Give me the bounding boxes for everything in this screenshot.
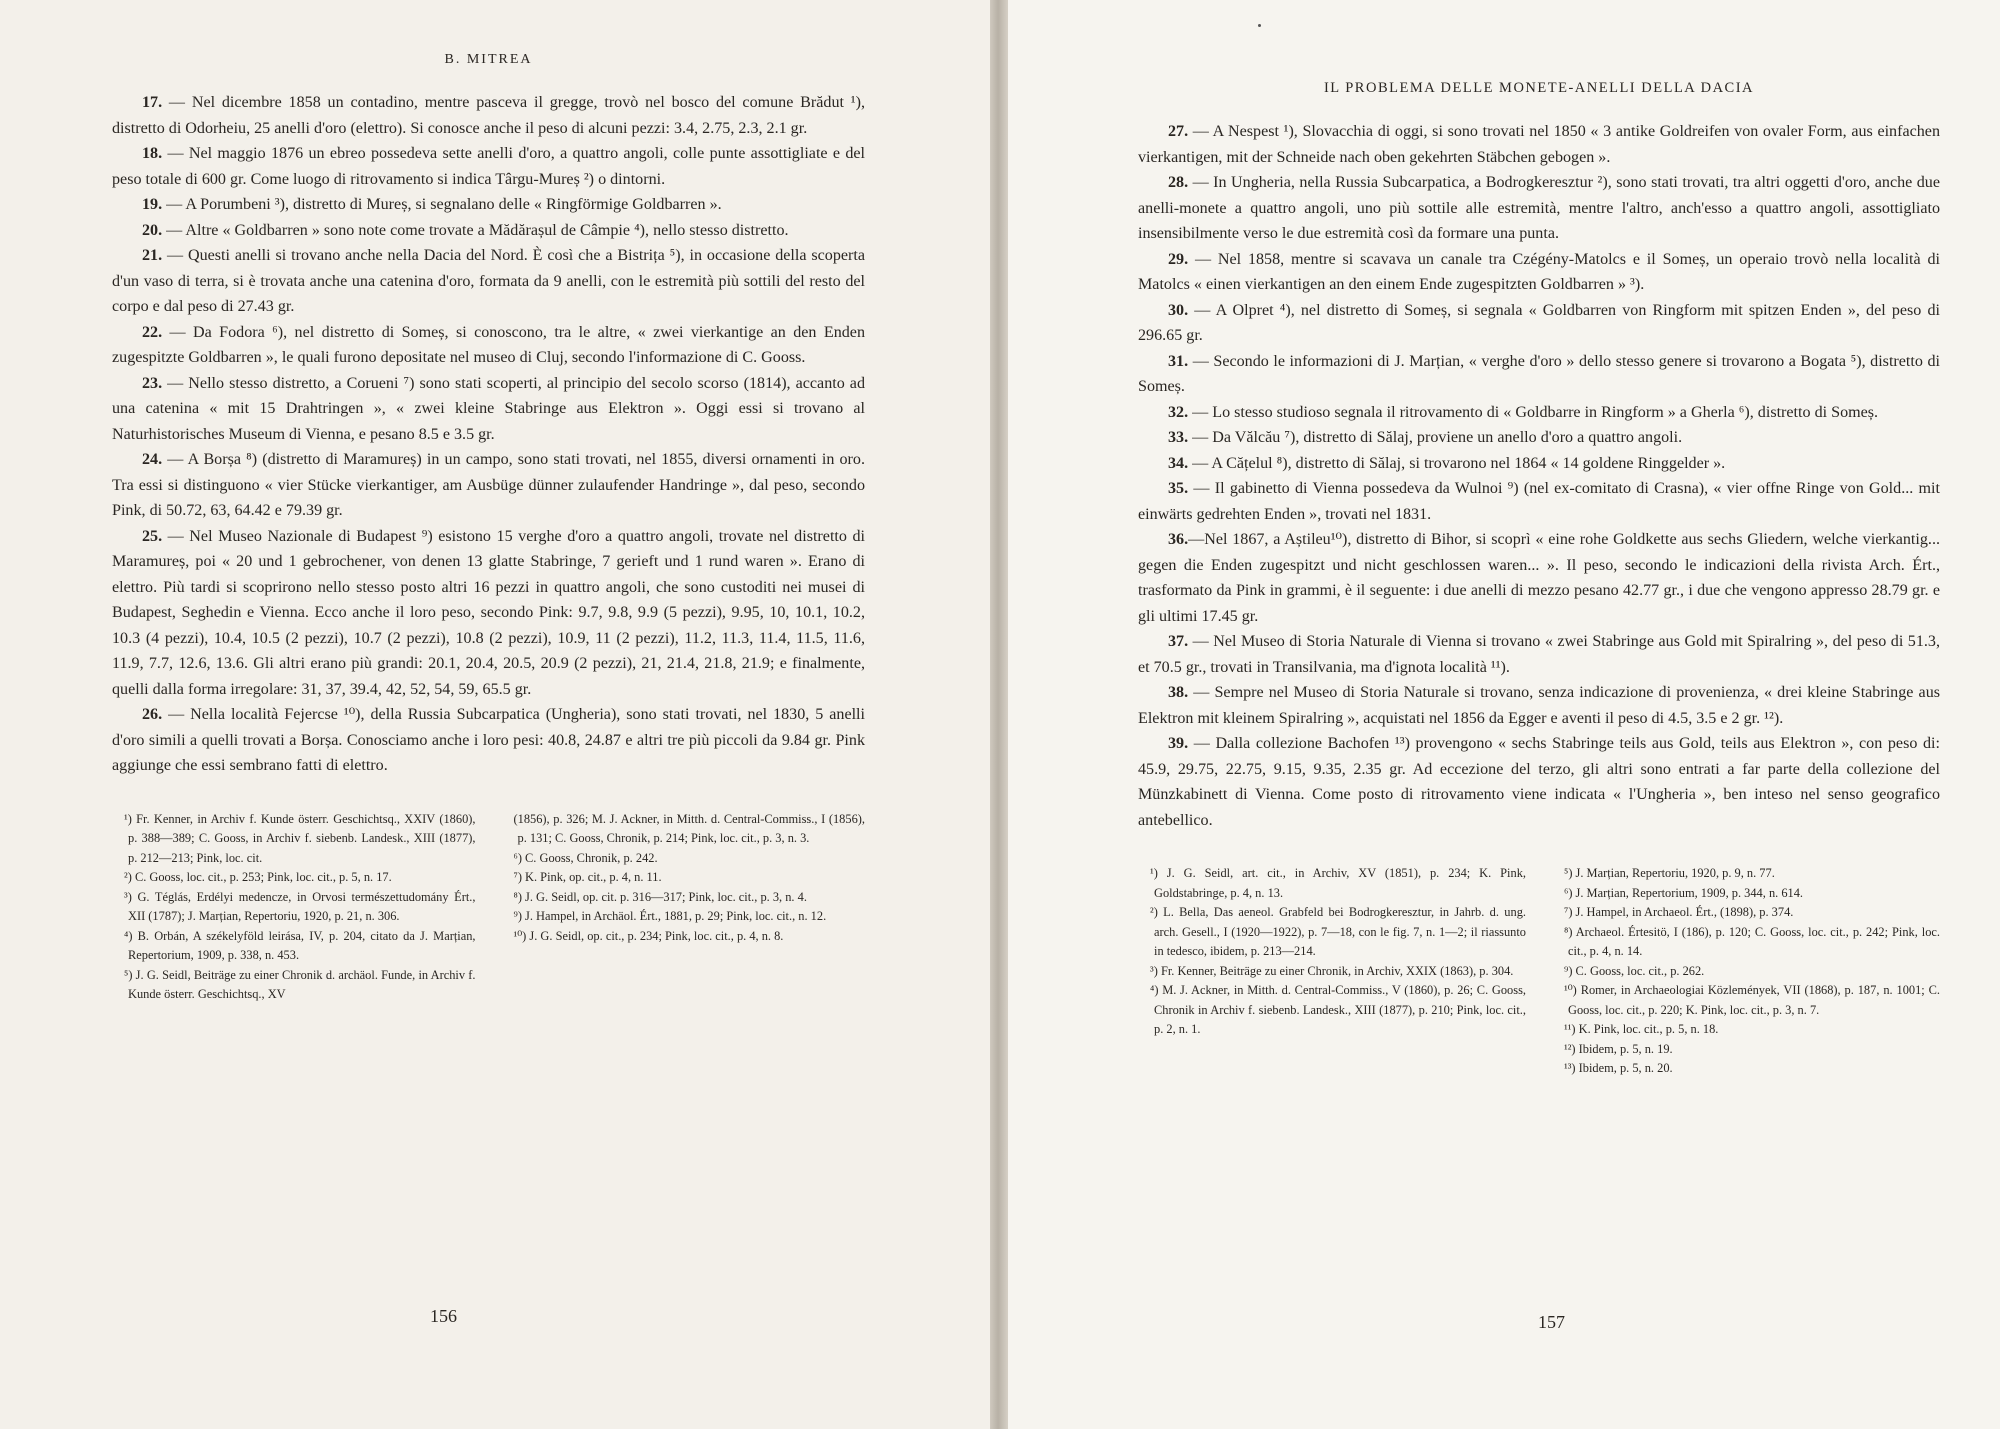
running-head: B. MITREA — [444, 52, 533, 67]
footnote: ¹²) Ibidem, p. 5, n. 19. — [1564, 1041, 1673, 1056]
paragraph-text: — Il gabinetto di Vienna possedeva da Wulnoi ⁹) (nel ex-comitato di Crasna), « vier offne Ringe von Gold... mit einwärts gedrehten Enden », trovati nel 1831. — [1138, 480, 1940, 523]
footnote: ⁹) J. Hampel, in Archäol. Ért., 1881, p. 29; Pink, loc. cit., n. 12. — [513, 909, 827, 923]
paragraph-text: — Altre « Goldbarren » sono note come trovate a Mădărașul de Câmpie ⁴), nello stesso distretto. — [162, 221, 789, 239]
paragraph-text: — Nel maggio 1876 un ebreo possedeva sette anelli d'oro, a quattro angoli, colle punte assottigliate e del peso totale di 600 gr. Come luogo di ritrovamento si indica Târgu-Mureș ²) o dintorni. — [112, 145, 865, 188]
footnote: ¹) Fr. Kenner, in Archiv f. Kunde österr. Geschichtsq., XXIV (1860), p. 388—389; C. Gooss, in Archiv f. siebenb. Landesk., XIII (1877), p. 212—213; Pink, loc. cit. — [124, 811, 476, 865]
paragraph-number: 28. — [1168, 174, 1189, 191]
body-paragraph — [112, 90, 865, 141]
ink-speck — [1258, 24, 1261, 27]
paragraph-number: 32. — [1168, 403, 1189, 421]
footnote: ⁹) C. Gooss, loc. cit., p. 262. — [1564, 963, 1705, 978]
paragraph-number: 36. — [1168, 531, 1189, 548]
body-paragraph — [1138, 680, 1940, 731]
body-paragraph — [112, 243, 865, 320]
footnote: ²) L. Bella, Das aeneol. Grabfeld bei Bodrogkeresztur, in Jahrb. d. ung. arch. Gesell., I (1920—1922), p. 7—18, con le fig. 7, n. 1—2; il riassunto in tedesco, ibidem, p. 213—214. — [1150, 905, 1526, 958]
paragraph-text: — Nel Museo Nazionale di Budapest ⁹) esistono 15 verghe d'oro a quattro angoli, trovate nel distretto di Maramureș, poi « 20 und 1 gebrochener, von denen 13 glatte Stabringe, 7 gerieft und 1 rund waren ». Erano di elettro. Più tardi si scoprirono nello stesso posto altri 16 pezzi in quattro angoli, che sono custoditi nei musei di Budapest, Seghedin e Vienna. Ecco anche il loro peso, secondo Pink: 9.7, 9.8, 9.9 (5 pezzi), 9.95, 10, 10.1, 10.2, 10.3 (4 pezzi), 10.4, 10.5 (2 pezzi), 10.7 (2 pezzi), 10.8 (2 pezzi), 10.9, 11 (2 pezzi), 11.2, 11.3, 11.4, 11.5, 11.6, 11.9, 7.7, 12.6, 13.6. Gli altri erano più grandi: 20.1, 20.4, 20.5, 20.9 (2 pezzi), 21, 21.4, 21.8, 21.9; e finalmente, quelli dalla forma irregolare: 31, 37, 39.4, 42, 52, 54, 59, 65.5 gr. — [112, 527, 865, 698]
footnote: ⁵) J. Marțian, Repertoriu, 1920, p. 9, n. 77. — [1564, 866, 1775, 880]
footnote: ⁶) C. Gooss, Chronik, p. 242. — [513, 850, 658, 865]
body-paragraph — [1138, 527, 1940, 629]
body-paragraph — [1138, 629, 1940, 680]
page-number: 156 — [430, 1306, 457, 1326]
paragraph-number: 17. — [142, 94, 163, 111]
body-paragraph — [112, 702, 865, 779]
paragraph-number: 30. — [1168, 301, 1189, 319]
right-page — [1008, 0, 2000, 1429]
body-paragraph — [1138, 731, 1940, 833]
footnote: ³) G. Téglás, Erdélyi medencze, in Orvosi természettudomány Ért., XII (1787); J. Marțian, Repertoriu, 1920, p. 21, n. 306. — [124, 889, 476, 923]
footnote: ⁶) J. Marțian, Repertorium, 1909, p. 344, n. 614. — [1564, 885, 1804, 900]
footnote: ⁴) M. J. Ackner, in Mitth. d. Central-Commiss., V (1860), p. 26; C. Gooss, Chronik in Archiv f. siebenb. Landesk., XIII (1877), p. 210; Pink, loc. cit., p. 2, n. 1. — [1150, 983, 1526, 1036]
paragraph-number: 22. — [142, 323, 163, 341]
body-paragraph — [112, 141, 865, 192]
paragraph-number: 39. — [1168, 735, 1189, 752]
left-page — [0, 0, 990, 1429]
footnote: ²) C. Gooss, loc. cit., p. 253; Pink, loc. cit., p. 5, n. 17. — [124, 870, 392, 884]
body-text — [1138, 119, 1940, 833]
footnote: ¹⁰) J. G. Seidl, op. cit., p. 234; Pink, loc. cit., p. 4, n. 8. — [513, 928, 784, 943]
book-gutter — [990, 0, 1008, 1429]
body-paragraph — [1138, 349, 1940, 400]
footnote: ⁷) J. Hampel, in Archaeol. Ért., (1898), p. 374. — [1564, 905, 1794, 919]
paragraph-number: 29. — [1168, 250, 1189, 268]
paragraph-number: 35. — [1168, 480, 1189, 497]
paragraph-text: — In Ungheria, nella Russia Subcarpatica, a Bodrogkeresztur ²), sono stati trovati, tra altri oggetti d'oro, anche due anelli-monete a quattro angoli, uno più sottile alle estremità, mentre l'altro, anch'esso a quattro angoli, assottigliato insensibilmente verso le due estremità così da formare una punta. — [1138, 174, 1940, 242]
body-paragraph — [112, 218, 865, 244]
paragraph-text: — Nel 1858, mentre si scavava un canale tra Czégény-Matolcs e il Someș, un operaio trovò nella località di Matolcs « einen vierkantigen an den einem Ende zugespitzten Goldbarren » ³). — [1138, 250, 1940, 293]
body-paragraph — [1138, 247, 1940, 298]
paragraph-text: — Nel Museo di Storia Naturale di Vienna si trovano « zwei Stabringe aus Gold mit Spiralring », del peso di 51.3, et 70.5 gr., trovati in Transilvania, ma d'ignota località ¹¹). — [1138, 633, 1940, 676]
paragraph-text: — A Olpret ⁴), nel distretto di Someș, si segnala « Goldbarren von Ringform mit spitzen Enden », del peso di 296.65 gr. — [1138, 301, 1940, 344]
body-paragraph — [1138, 425, 1940, 451]
page-number: 157 — [1538, 1312, 1565, 1332]
paragraph-number: 23. — [142, 374, 163, 392]
body-paragraph — [112, 192, 865, 218]
footnote: ⁸) J. G. Seidl, op. cit. p. 316—317; Pink, loc. cit., p. 3, n. 4. — [513, 889, 807, 904]
body-paragraph — [112, 320, 865, 371]
body-text — [112, 90, 865, 779]
footnote-column — [1552, 864, 1940, 1079]
paragraph-text: — Da Fodora ⁶), nel distretto di Someș, si conoscono, tra le altre, « zwei vierkantige an den Enden zugespitzte Goldbarren », le quali furono depositate nel museo di Cluj, secondo l'informazione di C. Gooss. — [112, 323, 865, 366]
paragraph-text: — Dalla collezione Bachofen ¹³) provengono « sechs Stabringe teils aus Gold, teils aus Elektron », con peso di: 45.9, 29.75, 22.75, 9.15, 9.35, 2.35 gr. Ad eccezione del terzo, gli altri sono entrati a far parte della collezione del Münzkabinett di Vienna. Come posto di ritrovamento viene indicata « l'Ungheria », ben inteso nel senso geografico antebellico. — [1138, 735, 1940, 829]
paragraph-text: —Nel 1867, a Aștileu¹⁰), distretto di Bihor, si scoprì « eine rohe Goldkette aus sechs Gliedern, welche vierkantig... gegen die Enden zugespitzt und nicht geschlossen waren... ». Il peso, secondo le indicazioni della rivista Arch. Ért., trasformato da Pink in grammi, è il seguente: i due anelli di mezzo pesano 42.77 gr., i due che vengono appresso 28.79 gr. e gli ultimi 17.45 gr. — [1138, 531, 1940, 625]
paragraph-text: — Sempre nel Museo di Storia Naturale si trovano, senza indicazione di provenienza, « drei kleine Stabringe aus Elektron mit kleinem Spiralring », acquistati nel 1856 da Egger e aventi il peso di 4.5, 3.5 e 2 gr. ¹²). — [1138, 684, 1940, 727]
footnote-column — [1138, 864, 1526, 1079]
body-paragraph — [1138, 476, 1940, 527]
paragraph-text: — Nello stesso distretto, a Corueni ⁷) sono stati scoperti, al principio del secolo scorso (1814), accanto ad una catenina « mit 15 Drahtringen », « zwei kleine Stabringe aus Elektron ». Oggi essi si trovano al Naturhistorisches Museum di Vienna, e pesano 8.5 e 3.5 gr. — [112, 374, 865, 443]
paragraph-text: — A Nespest ¹), Slovacchia di oggi, si sono trovati nel 1850 « 3 antike Goldreifen von ovaler Form, aus einfachen vierkantigen, mit der Schneide nach oben gekehrten Stäbchen gebogen ». — [1138, 123, 1940, 166]
footnote: ¹⁰) Romer, in Archaeologiai Közlemények, VII (1868), p. 187, n. 1001; C. Gooss, loc. cit., p. 220; K. Pink, loc. cit., p. 3, n. 7. — [1564, 983, 1940, 1017]
paragraph-text: — A Porumbeni ³), distretto di Mureș, si segnalano delle « Ringförmige Goldbarren ». — [162, 196, 722, 213]
paragraph-text: — Lo stesso studioso segnala il ritrovamento di « Goldbarre in Ringform » a Gherla ⁶), distretto di Someș. — [1188, 403, 1879, 421]
paragraph-number: 21. — [142, 247, 163, 264]
footnote: ⁸) Archaeol. Értesitö, I (186), p. 120; C. Gooss, loc. cit., p. 242; Pink, loc. cit., p. 4, n. 14. — [1564, 924, 1940, 958]
paragraph-number: 33. — [1168, 429, 1189, 446]
paragraph-number: 19. — [142, 196, 163, 213]
footnote-column — [112, 810, 476, 1005]
body-paragraph — [1138, 298, 1940, 349]
footnote: (1856), p. 326; M. J. Ackner, in Mitth. d. Central-Commiss., I (1856), p. 131; C. Gooss, Chronik, p. 214; Pink, loc. cit., p. 3, n. 3. — [513, 811, 865, 845]
body-paragraph — [1138, 400, 1940, 426]
paragraph-number: 37. — [1168, 633, 1189, 650]
paragraph-number: 18. — [142, 145, 163, 162]
paragraph-number: 38. — [1168, 684, 1189, 701]
paragraph-text: — Secondo le informazioni di J. Marțian, « verghe d'oro » dello stesso genere si trovarono a Bogata ⁵), distretto di Someș. — [1138, 352, 1940, 395]
paragraph-text: — Da Vălcău ⁷), distretto di Sălaj, proviene un anello d'oro a quattro angoli. — [1188, 429, 1683, 446]
paragraph-number: 25. — [142, 527, 163, 545]
paragraph-text: — Nella località Fejercse ¹⁰), della Russia Subcarpatica (Ungheria), sono stati trovati, nel 1830, 5 anelli d'oro simili a quelli trovati a Borșa. Conosciamo anche i loro pesi: 40.8, 24.87 e altri tre più piccoli da 9.84 gr. Pink aggiunge che essi sembrano fatti di elettro. — [112, 706, 865, 774]
footnote: ⁴) B. Orbán, A székelyföld leirása, IV, p. 204, citato da J. Marțian, Repertorium, 1909, p. 338, n. 453. — [124, 928, 476, 962]
footnote-column — [502, 810, 866, 1005]
footnotes — [1138, 864, 1940, 1079]
body-paragraph — [112, 524, 865, 703]
body-paragraph — [1138, 119, 1940, 170]
paragraph-text: — A Cățelul ⁸), distretto di Sălaj, si trovarono nel 1864 « 14 goldene Ringgelder ». — [1188, 454, 1726, 472]
body-paragraph — [1138, 170, 1940, 247]
paragraph-number: 24. — [142, 451, 163, 468]
footnote-divider — [1138, 853, 1940, 854]
footnotes — [112, 810, 865, 1005]
paragraph-text: — A Borșa ⁸) (distretto di Maramureș) in un campo, sono stati trovati, nel 1855, diversi ornamenti in oro. Tra essi si distinguono « vier Stücke vierkantiger, am Ausbüge dünner zulaufender Handringe », dal peso, secondo Pink, di 50.72, 63, 64.42 e 79.39 gr. — [112, 451, 865, 519]
paragraph-number: 34. — [1168, 454, 1189, 472]
paragraph-number: 27. — [1168, 123, 1189, 140]
paragraph-number: 31. — [1168, 352, 1189, 370]
running-head: IL PROBLEMA DELLE MONETE-ANELLI DELLA DACIA — [1323, 80, 1755, 96]
paragraph-number: 26. — [142, 706, 163, 723]
footnote: ⁵) J. G. Seidl, Beiträge zu einer Chronik d. archäol. Funde, in Archiv f. Kunde österr. Geschichtsq., XV — [124, 967, 476, 1001]
body-paragraph — [112, 371, 865, 448]
footnote: ¹³) Ibidem, p. 5, n. 20. — [1564, 1061, 1673, 1075]
footnote: ³) Fr. Kenner, Beiträge zu einer Chronik, in Archiv, XXIX (1863), p. 304. — [1150, 963, 1514, 978]
paragraph-text: — Questi anelli si trovano anche nella Dacia del Nord. È così che a Bistrița ⁵), in occasione della scoperta d'un vaso di terra, si è trovata anche una catenina d'oro, formata da 9 anelli, con le estremità più sottili del resto del corpo e dal peso di 27.43 gr. — [112, 247, 865, 315]
paragraph-text: — Nel dicembre 1858 un contadino, mentre pasceva il gregge, trovò nel bosco del comune Brădut ¹), distretto di Odorheiu, 25 anelli d'oro (elettro). Si conosce anche il peso di alcuni pezzi: 3.4, 2.75, 2.3, 2.1 gr. — [112, 94, 865, 137]
body-paragraph — [112, 447, 865, 524]
footnote-divider — [112, 799, 865, 800]
footnote: ⁷) K. Pink, op. cit., p. 4, n. 11. — [513, 870, 662, 884]
paragraph-number: 20. — [142, 221, 163, 239]
footnote: ¹) J. G. Seidl, art. cit., in Archiv, XV (1851), p. 234; K. Pink, Goldstabringe, p. 4, n. 13. — [1150, 866, 1526, 900]
footnote: ¹¹) K. Pink, loc. cit., p. 5, n. 18. — [1564, 1022, 1719, 1036]
body-paragraph — [1138, 451, 1940, 477]
